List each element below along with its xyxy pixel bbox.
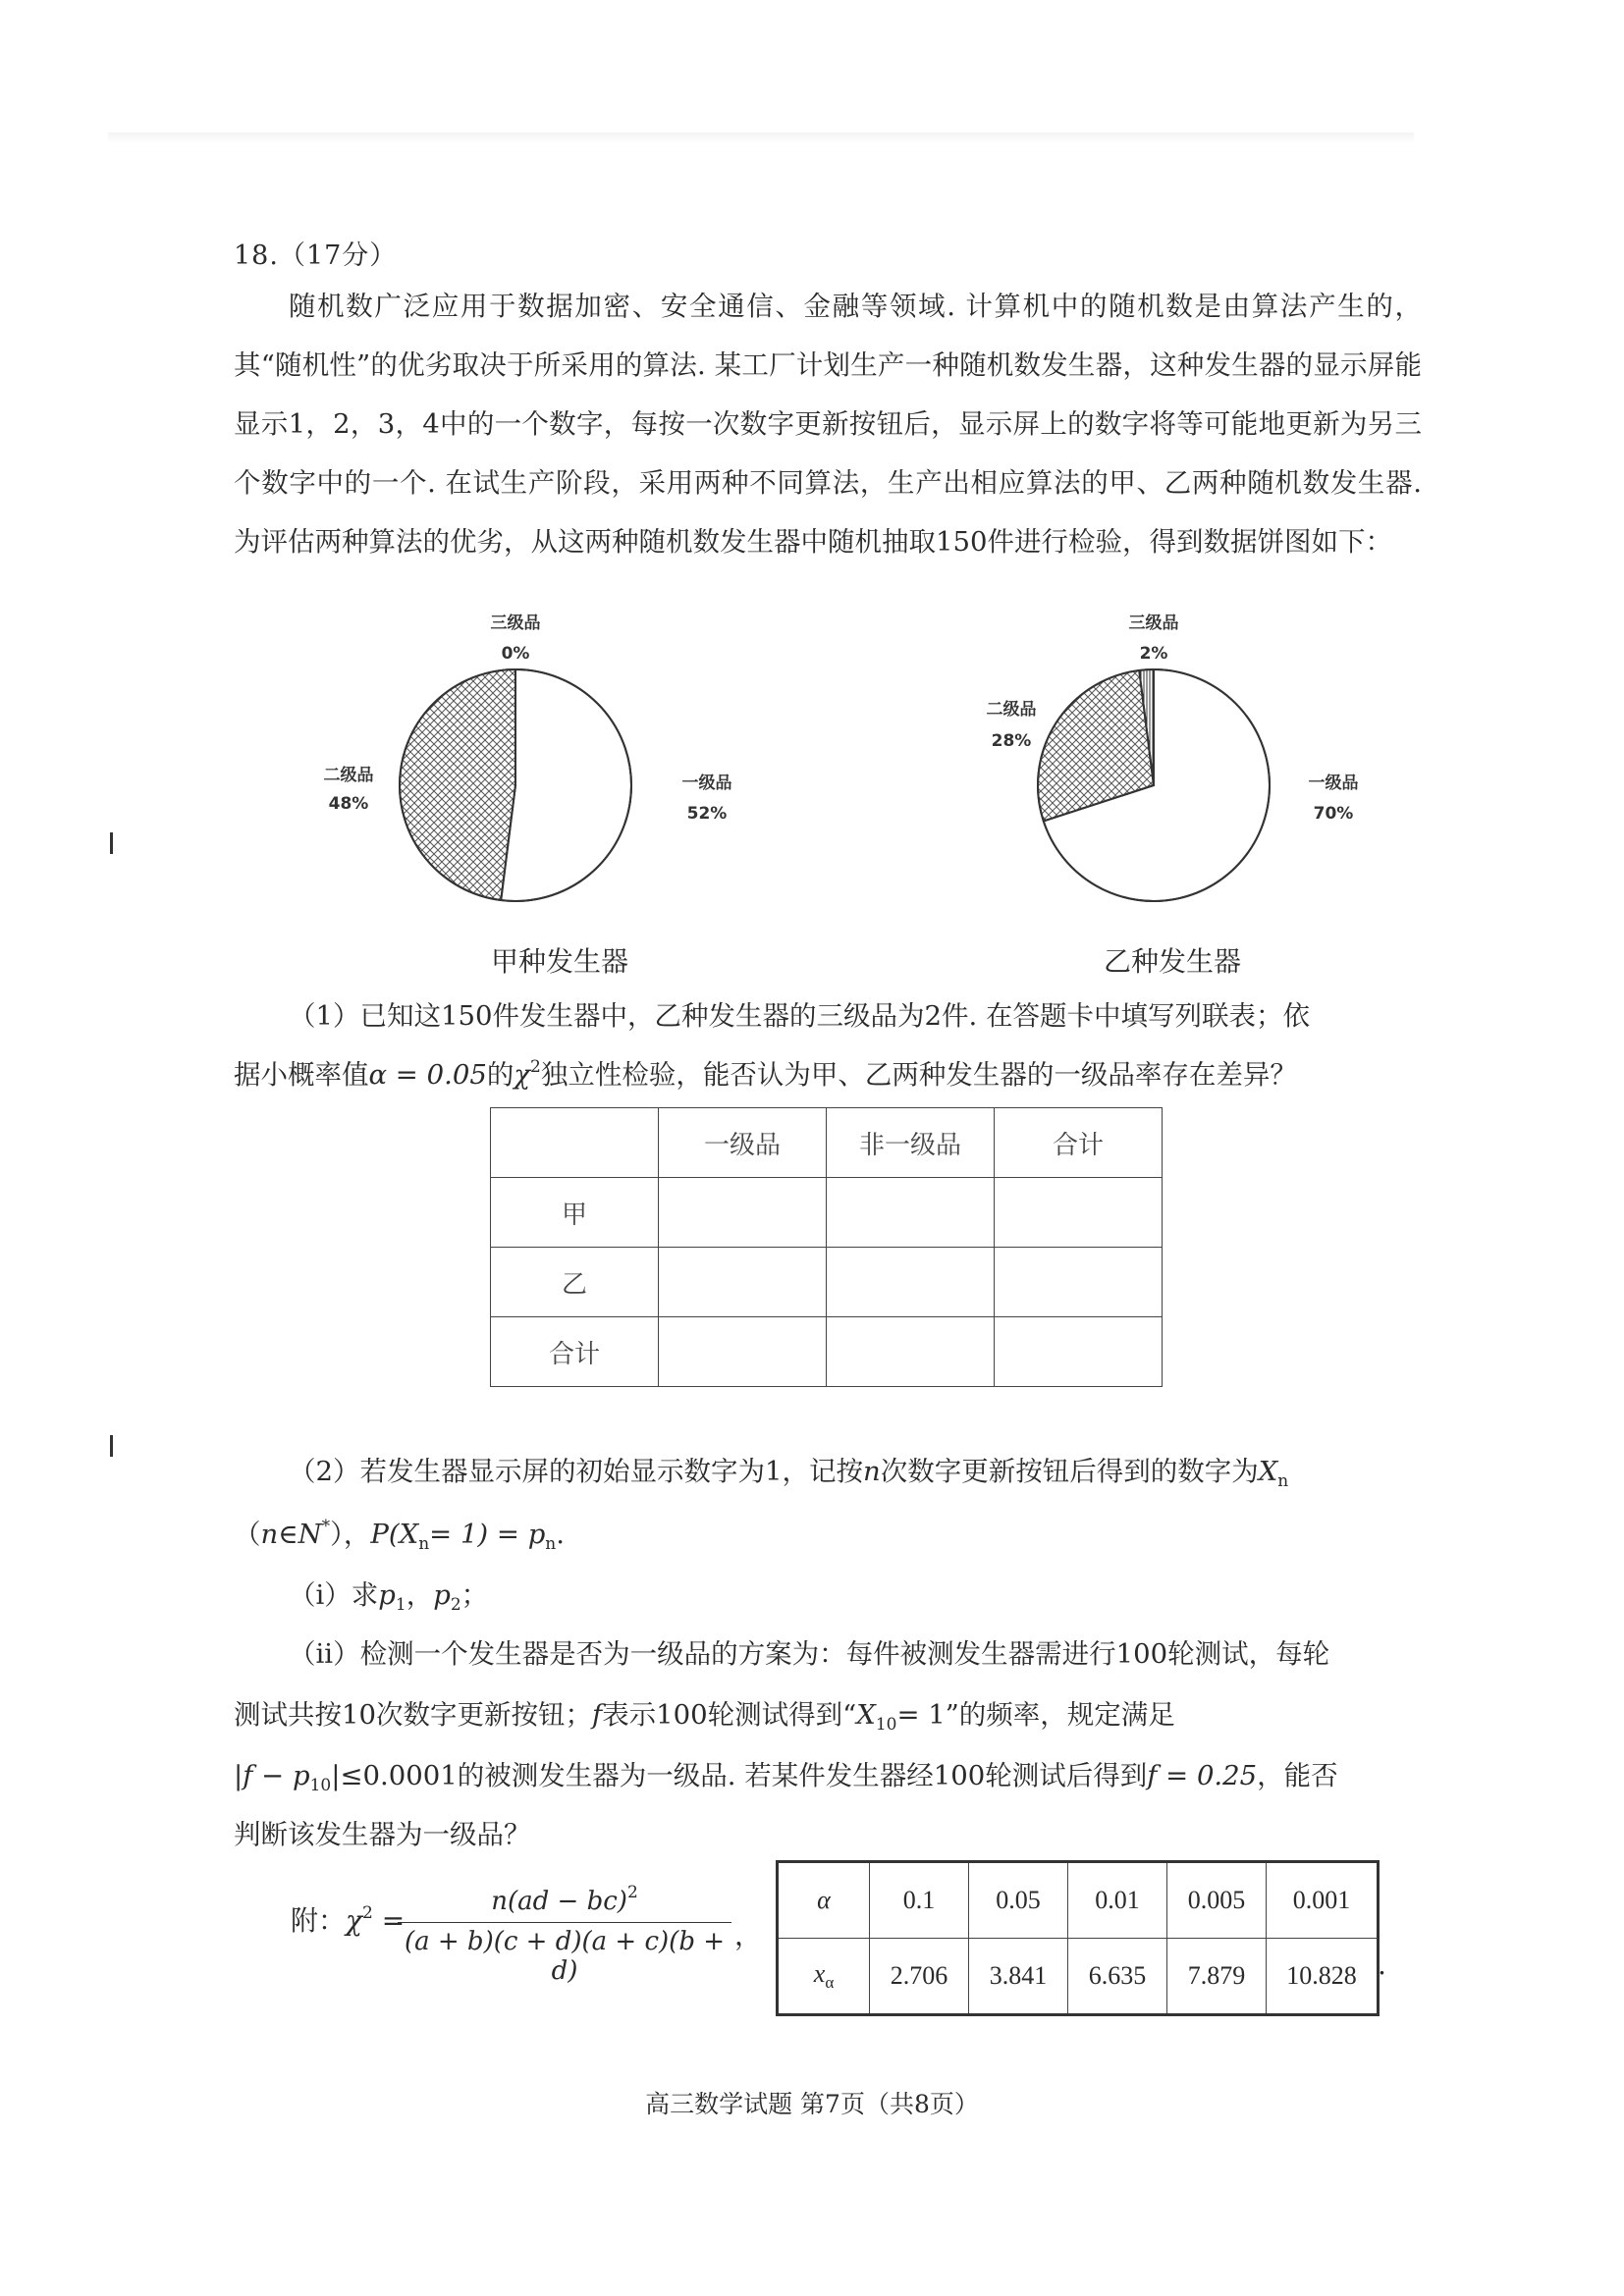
pie-jia-label-grade1: 一级品 [681,774,732,793]
critical-value-table [776,1860,1380,2016]
question-number: 18.（17分） [234,240,398,271]
part2-line2: （n∈N*），$P(X_n= 1) = p_n$. [234,1517,565,1554]
part1-line2: 据小概率值α = 0.05的$\chi^2$独立性检验，能否认为甲、乙两种发生器的一级品率存在差异？ [234,1057,1297,1091]
part2-i: （i）求$p_1$，$p_2$； [289,1579,489,1615]
pie-yi-slices [1038,669,1270,901]
table-cell [995,1178,1163,1248]
table-cell: 10.828 [1267,1939,1379,2015]
page-footer: 高三数学试题 第7页（共8页） [645,2090,979,2118]
table-row [778,1939,1379,2015]
appendix-period: . [1378,1949,1386,1981]
pie-chart-yi [943,599,1394,923]
table-row [491,1248,1163,1317]
table-cell: 2.706 [870,1939,969,2015]
pie-yi-label-grade1: 一级品 [1308,774,1359,793]
margin-mark [110,832,113,854]
table-cell [827,1178,995,1248]
row-label: α [778,1862,870,1939]
pie-yi-pct-grade3: 2% [1139,644,1168,664]
table-cell [995,1248,1163,1317]
pie-chart-jia [304,599,756,923]
pie-slice-grade1 [501,669,631,901]
table-cell [659,1248,827,1317]
pie-jia-label-grade2: 二级品 [323,766,374,785]
row-label: 乙 [491,1248,659,1317]
table-cell [491,1108,659,1178]
table-cell [995,1317,1163,1387]
fraction-numerator: n(ad − bc)$^2$ [398,1883,731,1923]
chi-square-fraction [398,1883,731,1986]
table-row [491,1108,1163,1178]
table-cell: 0.01 [1068,1862,1167,1939]
pie-yi-pct-grade1: 70% [1313,804,1354,824]
table-cell: 6.635 [1068,1939,1167,2015]
table-cell: 0.05 [969,1862,1068,1939]
fraction-denominator: (a + b)(c + d)(a + c)(b + d) [404,1927,726,1986]
pie-jia-label-grade3: 三级品 [490,614,541,633]
alpha-value: α = 0.05 [368,1059,487,1091]
pie-jia-title: 甲种发生器 [491,945,629,978]
part2-ii-line1: （ii）检测一个发生器是否为一级品的方案为：每件被测发生器需进行100轮测试，每轮 [289,1638,1330,1670]
table-header: 合计 [995,1108,1163,1178]
table-cell [827,1248,995,1317]
table-cell [659,1317,827,1387]
row-label: 合计 [491,1317,659,1387]
table-cell [827,1317,995,1387]
appendix-comma: ， [734,1919,763,1951]
contingency-table [490,1107,1163,1387]
row-label: $x_\alpha$ [778,1939,870,2015]
question-intro: 随机数广泛应用于数据加密、安全通信、金融等领域. 计算机中的随机数是由算法产生的，其“随机性”的优劣取决于所采用的算法. 某工厂计划生产一种随机数发生器，这种发生器的显示屏能显示1，2，3，4中的一个数字，每按一次数字更新按钮后，显示屏上的数字将等可能地更新为另三个数字中的一个. 在试生产阶段，采用两种不同算法，生产出相应算法的甲、乙两种随机数发生器. 为评估两种算法的优劣，从这两种随机数发生器中随机抽取150件进行检验，得到数据饼图如下： [234,291,1422,558]
table-row [778,1862,1379,1939]
row-label: 甲 [491,1178,659,1248]
table-header: 非一级品 [827,1108,995,1178]
pie-yi-label-grade2: 二级品 [986,700,1037,720]
appendix-formula-left: 附：$\chi^2$ = [291,1903,406,1937]
part2-ii-line4: 判断该发生器为一级品？ [234,1819,531,1850]
table-cell: 7.879 [1167,1939,1267,2015]
table-row [491,1317,1163,1387]
part1-line1: （1）已知这150件发生器中，乙种发生器的三级品为2件. 在答题卡中填写列联表；依 [289,1000,1310,1032]
pie-yi-title: 乙种发生器 [1104,945,1242,978]
table-cell: 0.1 [870,1862,969,1939]
table-cell [659,1178,827,1248]
pie-jia-slices [400,669,631,901]
table-row [491,1178,1163,1248]
margin-mark [110,1435,113,1457]
table-header: 一级品 [659,1108,827,1178]
part2-ii-line2: 测试共按10次数字更新按钮；f表示100轮测试得到“$X_{10}= 1$”的频率，规定满足 [234,1699,1175,1735]
part2-line1: （2）若发生器显示屏的初始显示数字为1，记按n次数字更新按钮后得到的数字为$X_n$ [289,1456,1289,1491]
pie-yi-pct-grade2: 28% [991,731,1032,751]
pie-jia-pct-grade1: 52% [686,804,728,824]
pie-slice-grade2 [400,669,515,900]
table-cell: 0.005 [1167,1862,1267,1939]
pie-jia-pct-grade2: 48% [328,794,369,814]
pie-jia-pct-grade3: 0% [501,644,530,664]
table-cell: 0.001 [1267,1862,1379,1939]
part2-ii-line3: $|f - p_{10}|\le 0.0001$的被测发生器为一级品. 若某件发生器经100轮测试后得到f = 0.25，能否 [234,1760,1338,1795]
page-top-shadow [108,133,1414,144]
chi-symbol: χ [514,1059,530,1091]
pie-yi-label-grade3: 三级品 [1128,614,1179,633]
table-cell: 3.841 [969,1939,1068,2015]
